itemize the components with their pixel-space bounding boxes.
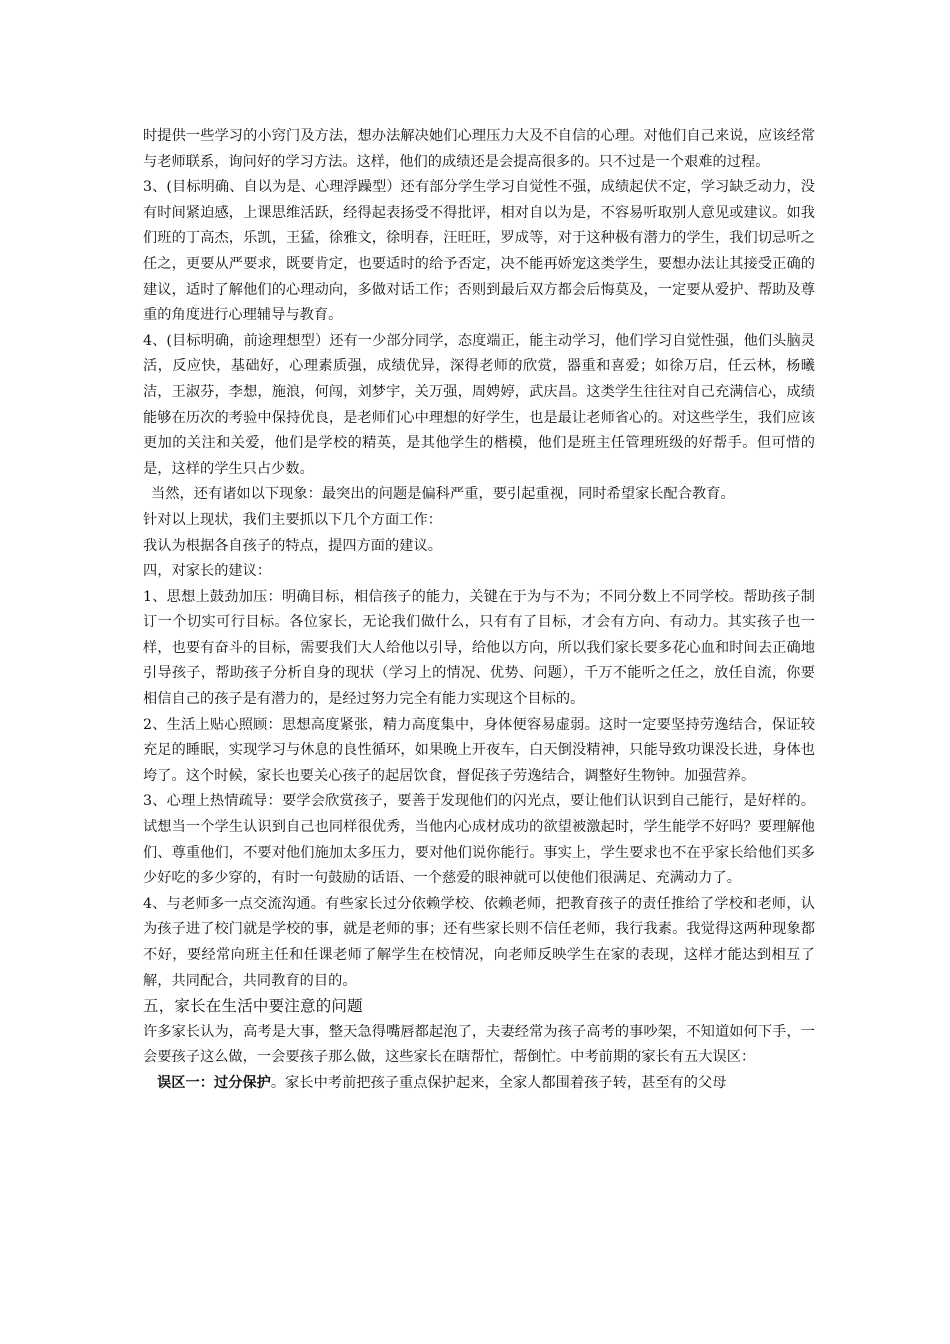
misconception-1-text: 。家长中考前把孩子重点保护起来，全家人都围着孩子转，甚至有的父母 — [270, 1074, 727, 1091]
suggestion-2: 2、生活上贴心照顾：思想高度紧张，精力高度集中，身体便容易虚弱。这时一定要坚持劳逸结合，保证较充足的睡眠，实现学习与休息的良性循环，如果晚上开夜车，白天倒没精神，只能导致功课没长进，身体也垮了。这个时候，家长也要关心孩子的起居饮食，督促孩子劳逸结合，调整好生物钟。加强营养。 — [143, 716, 815, 784]
paragraph-1: 时提供一些学习的小窍门及方法，想办法解决她们心理压力大及不自信的心理。对他们自己来说，应该经常与老师联系，询问好的学习方法。这样，他们的成绩还是会提高很多的。只不过是一个艰难的过程。 — [143, 128, 815, 170]
paragraph-focus-work: 针对以上现状，我们主要抓以下几个方面工作： — [143, 511, 442, 528]
document-page — [143, 124, 815, 1097]
suggestion-3: 3、心理上热情疏导：要学会欣赏孩子，要善于发现他们的闪光点，要让他们认识到自己能行，是好样的。试想当一个学生认识到自己也同样很优秀，当他内心成材成功的欲望被激起时，学生能学不好吗？要理解他们、尊重他们，不要对他们施加太多压力，要对他们说你能行。事实上，学生要求也不在乎家长给他们买多少好吃的多少穿的，有时一句鼓励的话语、一个慈爱的眼神就可以使他们很满足、充满动力了。 — [143, 793, 815, 887]
paragraph-type-4: 4、(目标明确，前途理想型）还有一少部分同学，态度端正，能主动学习，他们学习自觉性强，他们头脑灵活，反应快，基础好，心理素质强，成绩优异，深得老师的欣赏，器重和喜爱；如徐万启，任云林，杨曦洁，王淑芬，李想，施浪，何闯，刘梦宇，关万强，周娉婷，武庆昌。这类学生往往对自己充满信心，成绩能够在历次的考验中保持优良，是老师们心中理想的好学生，也是最让老师省心的。对这些学生，我们应该更加的关注和关爱，他们是学校的精英，是其他学生的楷模，他们是班主任管理班级的好帮手。但可惜的是，这样的学生只占少数。 — [143, 332, 815, 477]
section-heading-4: 四，对家长的建议： — [143, 563, 272, 580]
paragraph-suggestion-intro: 我认为根据各自孩子的特点，提四方面的建议。 — [143, 537, 442, 554]
paragraph-phenomena: 当然，还有诸如以下现象：最突出的问题是偏科严重，要引起重视，同时希望家长配合教育。 — [151, 486, 735, 503]
suggestion-4: 4、与老师多一点交流沟通。有些家长过分依赖学校、依赖老师，把教育孩子的责任推给了学校和老师，认为孩子进了校门就是学校的事，就是老师的事；还有些家长则不信任老师，我行我素。我觉得这两种现象都不好，要经常向班主任和任课老师了解学生在校情况，向老师反映学生在家的表现，这样才能达到相互了解，共同配合，共同教育的目的。 — [143, 895, 815, 989]
misconception-1-title: 误区一：过分保护 — [157, 1074, 271, 1091]
paragraph-parent-misconceptions: 许多家长认为，高考是大事，整天急得嘴唇都起泡了，夫妻经常为孩子高考的事吵架，不知道如何下手，一会要孩子这么做，一会要孩子那么做，这些家长在瞎帮忙，帮倒忙。中考前期的家长有五大误区： — [143, 1023, 815, 1066]
section-heading-5: 五，家长在生活中要注意的问题 — [143, 997, 363, 1016]
suggestion-1: 1、思想上鼓劲加压：明确目标，相信孩子的能力，关键在于为与不为；不同分数上不同学校。帮助孩子制订一个切实可行目标。各位家长，无论我们做什么，只有有了目标，才会有方向、有动力。其实孩子也一样，也要有奋斗的目标，需要我们大人给他以引导，给他以方向，所以我们家长要多花心血和时间去正确地引导孩子，帮助孩子分析自身的现状（学习上的情况、优势、问题），千万不能听之任之，放任自流，你要相信自己的孩子是有潜力的，是经过努力完全有能力实现这个目标的。 — [143, 588, 815, 708]
paragraph-type-3: 3、(目标明确、自以为是、心理浮躁型）还有部分学生学习自觉性不强，成绩起伏不定，学习缺乏动力，没有时间紧迫感，上课思维活跃，经得起表扬受不得批评，相对自以为是，不容易听取别人意见或建议。如我们班的丁高杰，乐凯，王猛，徐雅文，徐明春，汪旺旺，罗成等，对于这种极有潜力的学生，我们切忌听之任之，更要从严要求，既要肯定，也要适时的给予否定，决不能再娇宠这类学生，要想办法让其接受正确的建议，适时了解他们的心理动向，多做对话工作；否则到最后双方都会后悔莫及，一定要从爱护、帮助及尊重的角度进行心理辅导与教育。 — [143, 179, 815, 324]
misconception-1 — [143, 1071, 815, 1097]
